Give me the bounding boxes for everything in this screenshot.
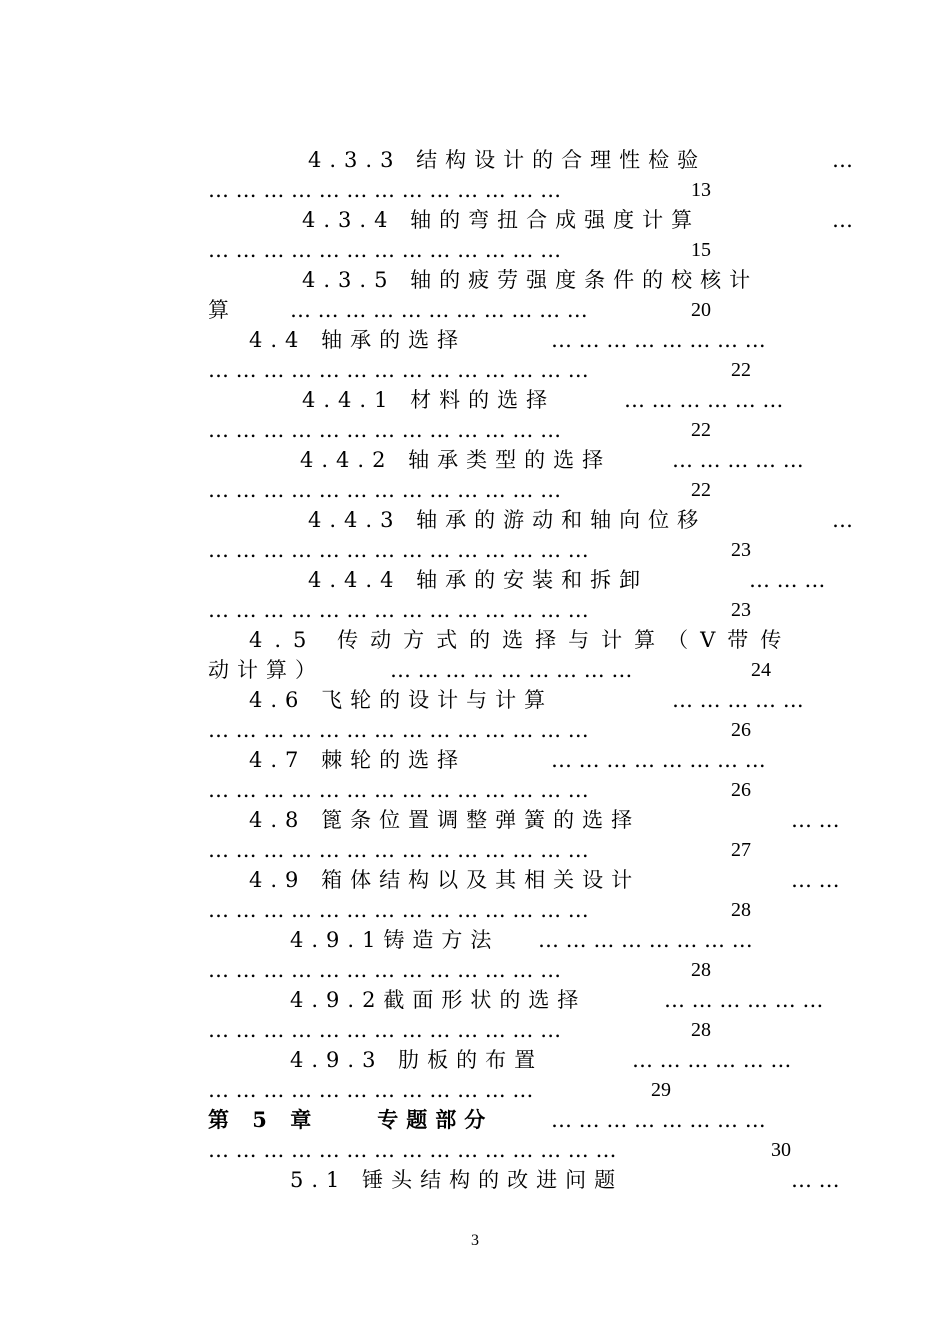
toc-leader-top: … … … … … (672, 448, 804, 472)
toc-page-number: 13 (691, 179, 711, 201)
toc-leader-top: … … (791, 868, 840, 892)
toc-page-number: 24 (751, 659, 771, 681)
toc-page-number: 23 (731, 599, 751, 621)
toc-leader: … … … … … … … … … … … … … … (208, 718, 589, 742)
toc-entry-title: 4.4.3 轴承的游动和轴向位移 (308, 508, 707, 532)
toc-leader-top: … … … … … (672, 688, 804, 712)
toc-entry-title: 4.9.3 肋板的布置 (290, 1048, 544, 1072)
toc-page-number: 22 (691, 419, 711, 441)
toc-leader: … … … … … … … … … … … … … (208, 478, 562, 502)
toc-leader-top: … … … … … … (632, 1048, 792, 1072)
toc-page-number: 30 (771, 1139, 791, 1161)
toc-leader: … … … … … … … … … … … … … (208, 178, 562, 202)
toc-leader-top: … … … (749, 568, 826, 592)
toc-entry-title: 4.9 箱体结构以及其相关设计 (249, 868, 641, 892)
toc-entry-title: 4.3.5 轴的疲劳强度条件的校核计 (302, 268, 759, 292)
toc-page-number: 28 (691, 1019, 711, 1041)
toc-entry-title: 4.9.1铸造方法 (290, 928, 500, 952)
toc-leader-top: … … … … … … … … (538, 928, 753, 952)
toc-leader: … … … … … … … … … … … … … … … (208, 1138, 617, 1162)
toc-entry-title: 4.4.4 轴承的安装和拆卸 (308, 568, 649, 592)
toc-entry-continuation: 算 (208, 298, 229, 322)
toc-page-number: 15 (691, 239, 711, 261)
toc-leader: … … … … … … … … … … … … … (208, 1018, 562, 1042)
toc-page-number: 26 (731, 779, 751, 801)
toc-page-number: 20 (691, 299, 711, 321)
toc-leader: … … … … … … … … … … … … … … (208, 838, 589, 862)
toc-leader: … … … … … … … … … … … (290, 298, 588, 322)
toc-leader-top: … (832, 508, 853, 532)
toc-leader: … … … … … … … … … … … … … (208, 418, 562, 442)
toc-leader-top: … … … … … … (624, 388, 784, 412)
toc-entry-title: 4.5 传动方式的选择与计算（V带传 (249, 628, 794, 652)
toc-entry-title: 4.8 篦条位置调整弹簧的选择 (249, 808, 641, 832)
toc-leader: … … … … … … … … … … … … … (208, 958, 562, 982)
toc-entry-title: 4.4.1 材料的选择 (302, 388, 556, 412)
toc-leader: … … … … … … … … … … … … … … (208, 538, 589, 562)
toc-entry-continuation: 动计算） (208, 658, 324, 682)
toc-leader-top: … (832, 208, 853, 232)
toc-page-number: 28 (691, 959, 711, 981)
toc-entry-title: 4.3.3 结构设计的合理性检验 (308, 148, 707, 172)
toc-entry-title: 4.7 棘轮的选择 (249, 748, 467, 772)
toc-entry-title: 4.9.2截面形状的选择 (290, 988, 587, 1012)
toc-page-number: 28 (731, 899, 751, 921)
toc-entry-title: 4.6 飞轮的设计与计算 (249, 688, 554, 712)
toc-leader-top: … (832, 148, 853, 172)
toc-leader: … … … … … … … … … (390, 658, 633, 682)
toc-leader-top: … … (791, 808, 840, 832)
toc-page-number: 29 (651, 1079, 671, 1101)
toc-entry-title: 4.4.2 轴承类型的选择 (300, 448, 612, 472)
page-number-footer: 3 (471, 1232, 479, 1249)
toc-page-number: 22 (691, 479, 711, 501)
toc-leader: … … … … … … … … … … … … … … (208, 598, 589, 622)
toc-page-number: 22 (731, 359, 751, 381)
toc-leader-top: … … … … … … … … (551, 1108, 766, 1132)
toc-page-number: 26 (731, 719, 751, 741)
toc-entry-title: 4.3.4 轴的弯扭合成强度计算 (302, 208, 701, 232)
toc-leader-top: … … … … … … … … (551, 748, 766, 772)
toc-entry-title: 5.1 锤头结构的改进问题 (290, 1168, 624, 1192)
toc-leader: … … … … … … … … … … … … … … (208, 358, 589, 382)
toc-leader: … … … … … … … … … … … … … (208, 238, 562, 262)
toc-leader: … … … … … … … … … … … … … … (208, 898, 589, 922)
toc-entry-title: 4.4 轴承的选择 (249, 328, 467, 352)
chapter-heading: 第 5 章 专题部分 (208, 1107, 494, 1132)
toc-page-number: 23 (731, 539, 751, 561)
toc-leader-top: … … … … … … … … (551, 328, 766, 352)
toc-leader: … … … … … … … … … … … … (208, 1078, 534, 1102)
toc-leader-top: … … … … … … (664, 988, 824, 1012)
toc-leader: … … … … … … … … … … … … … … (208, 778, 589, 802)
toc-leader-top: … … (791, 1168, 840, 1192)
toc-page-number: 27 (731, 839, 751, 861)
